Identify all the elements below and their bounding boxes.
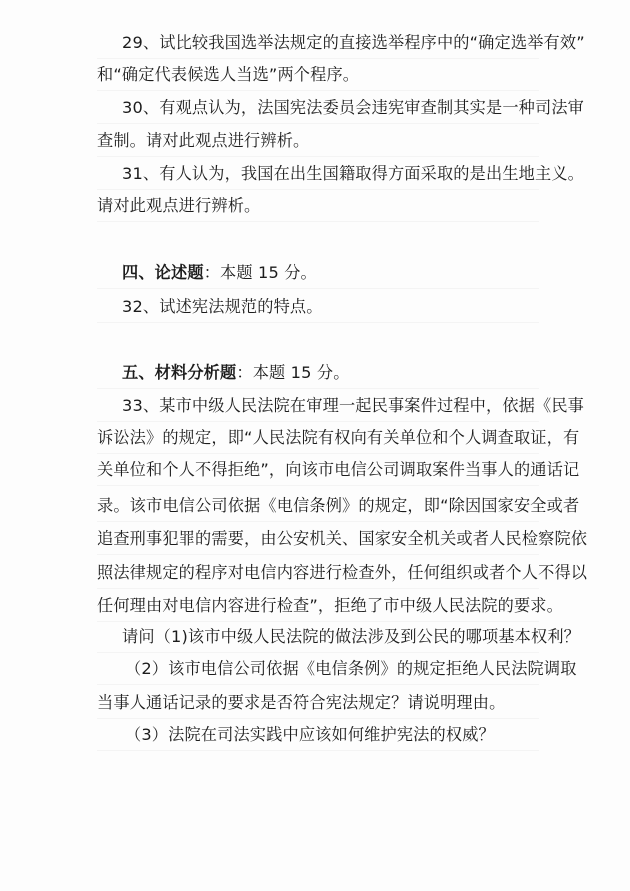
question-33-sub-1: 请问（1)该市中级人民法院的做法涉及到公民的哪项基本权利？ (97, 620, 539, 653)
question-30-line-1: 30、有观点认为，法国宪法委员会违宪审查制其实是一种司法审 (97, 91, 539, 124)
question-29-line-1: 29、试比较我国选举法规定的直接选举程序中的“确定选举有效” (97, 26, 539, 59)
question-33-sub-3: （3）法院在司法实践中应该如何维护宪法的权威？ (97, 718, 539, 751)
question-33-line-5: 追查刑事犯罪的需要，由公安机关、国家安全机关或者人民检察院依 (97, 522, 539, 555)
question-33-line-1: 33、某市中级人民法院在审理一起民事案件过程中，依据《民事 (97, 389, 539, 422)
question-33-line-2: 诉讼法》的规定，即“人民法院有权向有关单位和个人调查取证，有 (97, 421, 539, 454)
question-33-sub-2-line-2: 当事人通话记录的要求是否符合宪法规定？请说明理由。 (97, 686, 539, 719)
question-29-line-2: 和“确定代表候选人当选”两个程序。 (97, 58, 539, 91)
question-31-line-1: 31、有人认为，我国在出生国籍取得方面采取的是出生地主义。 (97, 157, 539, 190)
question-33-line-3: 关单位和个人不得拒绝”，向该市电信公司调取案件当事人的通话记 (97, 453, 539, 486)
question-30-line-2: 查制。请对此观点进行辨析。 (97, 124, 539, 157)
question-33-line-7: 任何理由对电信内容进行检查”，拒绝了市中级人民法院的要求。 (97, 589, 539, 622)
section-4-heading: 四、论述题 (122, 263, 204, 282)
section-4-heading-line (97, 256, 539, 289)
question-33-sub-2-line-1: （2）该市电信公司依据《电信条例》的规定拒绝人民法院调取 (97, 652, 539, 685)
question-33-line-6: 照法律规定的程序对电信内容进行检查外，任何组织或者个人不得以 (97, 556, 539, 589)
question-31-line-2: 请对此观点进行辨析。 (97, 189, 539, 222)
section-5-heading: 五、材料分析题 (122, 363, 237, 382)
section-5-score-note: ：本题 15 分。 (236, 363, 350, 382)
question-32-line-1: 32、试述宪法规范的特点。 (97, 290, 539, 323)
section-5-heading-line (97, 356, 539, 389)
section-4-score-note: ：本题 15 分。 (203, 263, 317, 282)
question-33-line-4: 录。该市电信公司依据《电信条例》的规定，即“除因国家安全或者 (97, 489, 539, 522)
